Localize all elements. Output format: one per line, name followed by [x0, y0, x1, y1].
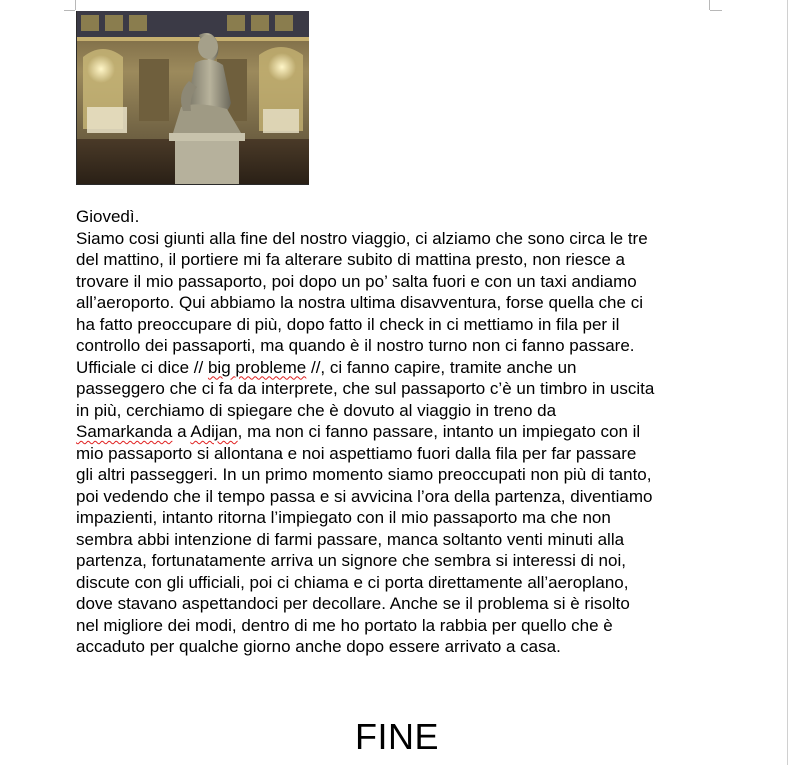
- crop-mark-top-left: [75, 0, 76, 10]
- diary-entry[interactable]: [76, 206, 736, 658]
- closing-title: FINE: [355, 716, 440, 757]
- text-line: in più, cerchiamo di spiegare che è dovuto al viaggio in treno da: [76, 400, 557, 420]
- text-line: [76, 421, 736, 443]
- text-line: [76, 357, 736, 379]
- text-line: trovare il mio passaporto, poi dopo un po’ salta fuori e con un taxi andiamo: [76, 271, 637, 291]
- spellcheck-flagged-word[interactable]: big probleme: [207, 357, 307, 377]
- text-line: impazienti, intanto ritorna l’impiegato con il mio passaporto ma che non: [76, 508, 611, 527]
- text-line: gli altri passeggeri. In un primo momento siamo preoccupati non più di tanto,: [76, 465, 652, 484]
- text-line: controllo dei passaporti, ma quando è il nostro turno non ci fanno passare.: [76, 336, 635, 355]
- text-line: Siamo cosi giunti alla fine del nostro viaggio, ci alziamo che sono circa le tre: [76, 228, 648, 248]
- spellcheck-flagged-word[interactable]: Samarkanda: [76, 422, 173, 441]
- text-line: passeggero che ci fa da interprete, che sul passaporto c’è un timbro in uscita: [76, 379, 655, 398]
- spellcheck-flagged-word[interactable]: Adijan: [190, 422, 238, 441]
- crop-mark-top-right: [710, 10, 722, 11]
- text-segment: Ufficiale ci dice //: [76, 357, 208, 377]
- text-line: del mattino, il portiere mi fa alterare subito di mattina presto, non riesce a: [76, 250, 625, 269]
- text-line: accaduto per qualche giorno anche dopo essere arrivato a casa.: [76, 637, 561, 656]
- text-line: discute con gli ufficiali, poi ci chiama e ci porta direttamente all’aeroplano,: [76, 572, 629, 592]
- crop-mark-top-left: [64, 10, 75, 11]
- text-line: sembra abbi intenzione di farmi passare, manca soltanto venti minuti alla: [76, 529, 625, 549]
- text-line: nel migliore dei modi, dentro di me ho portato la rabbia per quello che è: [76, 615, 613, 635]
- museum-statue-photo[interactable]: [76, 11, 309, 185]
- text-line: ha fatto preoccupare di più, dopo fatto il check in ci mettiamo in fila per il: [76, 314, 620, 334]
- text-line: all’aeroporto. Qui abbiamo la nostra ultima disavventura, forse quella che ci: [76, 293, 643, 312]
- text-segment: //, ci fanno capire, tramite anche un: [306, 357, 577, 377]
- text-line: mio passaporto si allontana e noi aspettiamo fuori dalla fila per far passare: [76, 443, 637, 463]
- text-line: partenza, fortunatamente arriva un signore che sembra si interessi di noi,: [76, 551, 626, 570]
- text-line: poi vedendo che il tempo passa e si avvicina l’ora della partenza, diventiamo: [76, 486, 653, 506]
- text-segment: , ma non ci fanno passare, intanto un impiegato con il: [237, 422, 641, 441]
- text-line: dove stavano aspettandoci per decollare. Anche se il problema si è risolto: [76, 594, 630, 613]
- day-heading: Giovedì.: [76, 207, 140, 226]
- crop-mark-top-right: [709, 0, 710, 10]
- text-segment: a: [172, 422, 191, 441]
